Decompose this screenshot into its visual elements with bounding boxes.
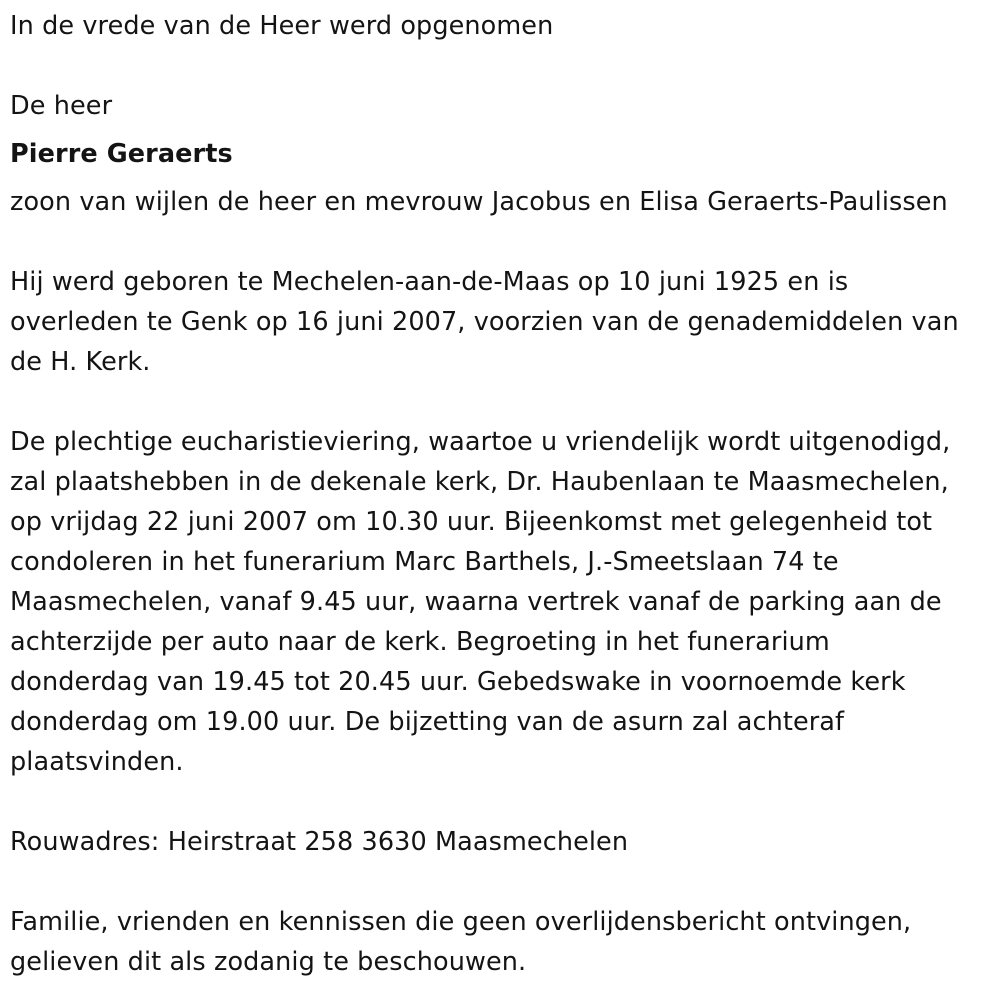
birth-death-line: Hij werd geboren te Mechelen-aan-de-Maas op 10 juni 1925 en is (10, 267, 849, 297)
ceremony-line: condoleren in het funerarium Marc Barthels, J.-Smeetslaan 74 te (10, 547, 839, 577)
ceremony-line: zal plaatshebben in de dekenale kerk, Dr. Haubenlaan te Maasmechelen, (10, 467, 949, 497)
birth-death-paragraph (10, 262, 995, 382)
mourning-address: Rouwadres: Heirstraat 258 3630 Maasmechelen (10, 827, 629, 857)
birth-death-line: de H. Kerk. (10, 347, 151, 377)
ceremony-line: donderdag om 19.00 uur. De bijzetting van de asurn zal achteraf (10, 707, 845, 737)
closing-paragraph (10, 902, 995, 982)
ceremony-line: achterzijde per auto naar de kerk. Begroeting in het funerarium (10, 627, 830, 657)
birth-death-line: overleden te Genk op 16 juni 2007, voorzien van de genademiddelen van (10, 307, 959, 337)
ceremony-paragraph (10, 422, 995, 782)
closing-line: Familie, vrienden en kennissen die geen overlijdensbericht ontvingen, (10, 907, 912, 937)
ceremony-line: op vrijdag 22 juni 2007 om 10.30 uur. Bijeenkomst met gelegenheid tot (10, 507, 933, 537)
deceased-name: Pierre Geraerts (10, 139, 233, 169)
intro-line: In de vrede van de Heer werd opgenomen (10, 11, 554, 41)
ceremony-line: De plechtige eucharistieviering, waartoe u vriendelijk wordt uitgenodigd, (10, 427, 951, 457)
ceremony-line: Maasmechelen, vanaf 9.45 uur, waarna vertrek vanaf de parking aan de (10, 587, 942, 617)
closing-line: gelieven dit als zodanig te beschouwen. (10, 947, 527, 977)
parents-line: zoon van wijlen de heer en mevrouw Jacobus en Elisa Geraerts-Paulissen (10, 187, 948, 217)
ceremony-line: plaatsvinden. (10, 747, 184, 777)
obituary-notice (10, 6, 995, 982)
salutation: De heer (10, 91, 113, 121)
ceremony-line: donderdag van 19.45 tot 20.45 uur. Gebedswake in voornoemde kerk (10, 667, 906, 697)
